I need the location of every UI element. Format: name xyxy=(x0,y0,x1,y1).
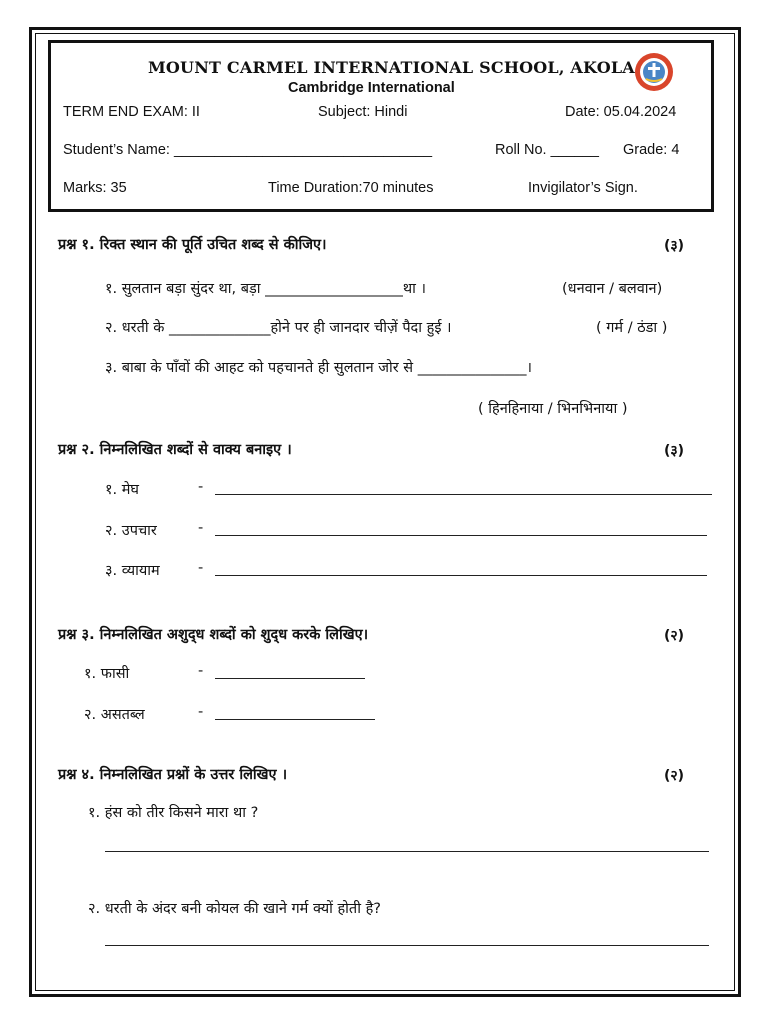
q4-marks: (२) xyxy=(664,768,685,784)
q1-item-3: ३. बाबा के पाँवों की आहट को पहचानते ही सुलतान जोर से _______________। xyxy=(105,360,532,376)
exam-label: TERM END EXAM: II xyxy=(63,104,200,120)
subject-label: Subject: Hindi xyxy=(318,104,408,120)
q4-answer-line-2 xyxy=(105,945,709,946)
q3-answer-line-1 xyxy=(215,678,365,679)
q1-marks: (३) xyxy=(664,238,685,254)
q1-item-1: १. सुलतान बड़ा सुंदर था, बड़ा ___________________था । xyxy=(105,281,427,297)
invigilator-sign-label: Invigilator’s Sign. xyxy=(528,180,638,196)
q1-options-3: ( हिनहिनाया / भिनभिनाया ) xyxy=(478,401,628,417)
q3-title: प्रश्न ३. निम्नलिखित अशुद्‌ध शब्दों को शुद्‌ध करके लिखिए। xyxy=(58,627,369,643)
q1-options-2: ( गर्म / ठंडा ) xyxy=(596,320,668,336)
q2-answer-line-2 xyxy=(215,535,707,536)
q2-answer-line-3 xyxy=(215,575,707,576)
q2-word-1: १. मेघ xyxy=(105,482,139,498)
q4-question-1: १. हंस को तीर किसने मारा था ? xyxy=(88,805,259,821)
q2-dash-3: - xyxy=(198,560,204,576)
q1-title: प्रश्न १. रिक्त स्थान की पूर्ति उचित शब्द से कीजिए। xyxy=(58,237,327,253)
q3-marks: (२) xyxy=(664,628,685,644)
q3-word-1: १. फासी xyxy=(84,666,130,682)
q2-dash-2: - xyxy=(198,520,204,536)
q3-dash-2: - xyxy=(198,704,204,720)
q1-item-2: २. धरती के ______________होने पर ही जानदार चीज़ें पैदा हुई । xyxy=(105,320,452,336)
grade-label: Grade: 4 xyxy=(623,142,680,158)
q2-word-2: २. उपचार xyxy=(105,523,157,539)
q3-dash-1: - xyxy=(198,663,204,679)
q4-answer-line-1 xyxy=(105,851,709,852)
q3-word-2: २. असतब्ल xyxy=(84,707,145,723)
q2-marks: (३) xyxy=(664,443,685,459)
q3-answer-line-2 xyxy=(215,719,375,720)
q1-options-1: (धनवान / बलवान) xyxy=(562,281,663,297)
school-logo xyxy=(634,52,674,92)
board-name: Cambridge International xyxy=(288,80,455,96)
student-name-field: Student’s Name: ________________________________ xyxy=(63,142,433,158)
q2-word-3: ३. व्यायाम xyxy=(105,563,160,579)
q2-answer-line-1 xyxy=(215,494,712,495)
date-label: Date: 05.04.2024 xyxy=(565,104,677,120)
q2-title: प्रश्न २. निम्नलिखित शब्दों से वाक्य बनाइए । xyxy=(58,442,292,458)
q2-dash-1: - xyxy=(198,479,204,495)
q4-question-2: २. धरती के अंदर बनी कोयल की खाने गर्म क्यों होती है? xyxy=(88,901,381,917)
q4-title: प्रश्न ४. निम्नलिखित प्रश्नों के उत्तर लिखिए । xyxy=(58,767,288,783)
roll-number-field: Roll No. ______ xyxy=(495,142,599,158)
duration-label: Time Duration:70 minutes xyxy=(268,180,434,196)
marks-label: Marks: 35 xyxy=(63,180,127,196)
school-name: MOUNT CARMEL INTERNATIONAL SCHOOL, AKOLA xyxy=(148,58,635,77)
